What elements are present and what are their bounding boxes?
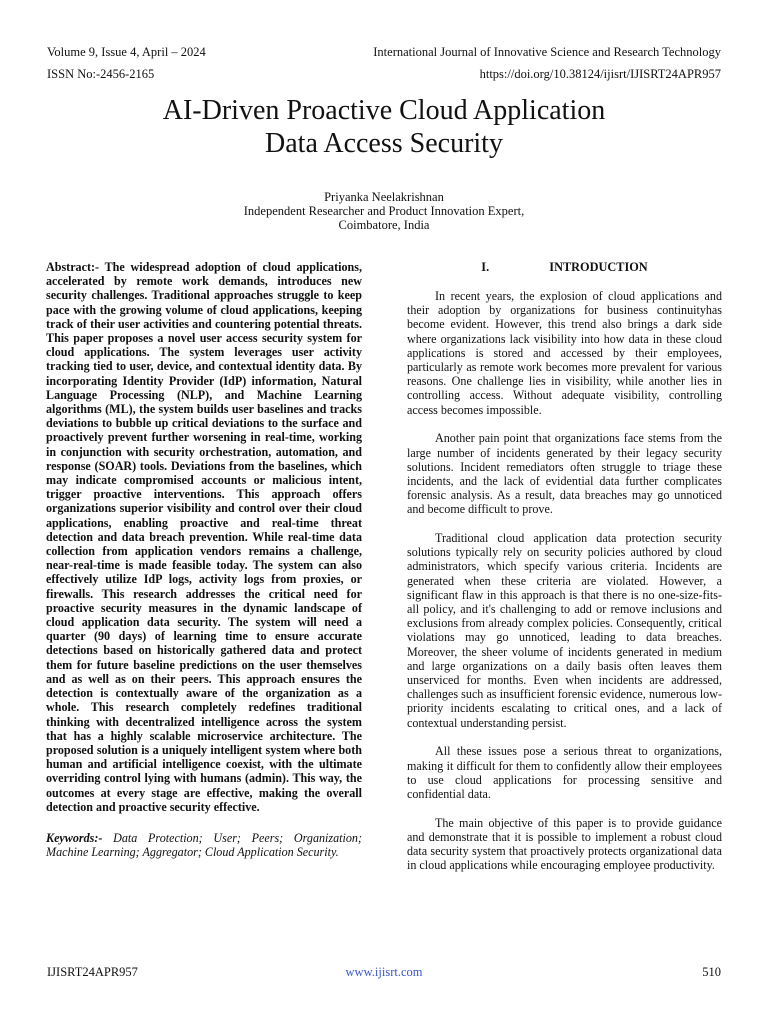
title-line-1: AI-Driven Proactive Cloud Application xyxy=(162,95,606,126)
footer-website-link[interactable]: www.ijisrt.com xyxy=(345,965,423,979)
paper-title xyxy=(0,94,768,160)
issn-number: ISSN No:-2456-2165 xyxy=(47,67,155,81)
abstract-text: Abstract:- The widespread adoption of cloud applications, accelerated by remote work demands, introduces new security challenges. Traditional approaches struggle to keep pace with the growing volume of cloud applications, keeping track of their user activities and countering potential threats. This paper proposes a novel user access security system for cloud applications. The system leverages user activity tracking tied to user, device, and contextual identity data. By incorporating Identity Provider (IdP) information, Natural Language Processing (NLP), and Machine Learning algorithms (ML), the system builds user baselines and tracks deviations to bubble up critical deviations to the surface and proactively prevent further worsening in real-time, working in conjunction with security orchestration, automation, and response (SOAR) tools. Deviations from the baselines, which may indicate compromised accounts or malicious intent, trigger proactive interventions. This approach offers organizations superior visibility and control over their cloud applications, enabling proactive and real-time threat detection and data breach prevention. While real-time data collection from application vendors remains a challenge, near-real-time is made feasible today. The system can also effectively utilize IdP logs, activity logs from proxies, or firewalls. This research addresses the critical need for proactive security measures in the dynamic landscape of cloud application data security. The system will need a quarter (90 days) of learning time to ensure accurate detections based on historically gathered data and protect them for future baseline predictions on the user themselves and as well as on their peers. This approach ensures the detection is contextually aware of the organization as a whole. This research completely redefines traditional thinking with decentralized intelligence across the system that has a highly scalable microservice architecture. The proposed solution is a uniquely intelligent system where both human and artificial intelligence coexist, with the ultimate overriding control lying with humans (admin). This way, the outcomes at every stage are effective, making the overall detection and proactive security effective. xyxy=(46,260,362,814)
author-name: Priyanka Neelakrishnan xyxy=(324,190,444,204)
keywords-label: Keywords:- xyxy=(46,830,103,845)
intro-paragraph: In recent years, the explosion of cloud applications and their adoption by organizations for business continuityhas become evident. However, this trend also brings a dark side where organizations lack visibility into how data in these cloud applications is stored and accessed by their employees, particularly as remote work becomes more prevalent for various reasons. One challenge lies in visibility, while another lies in controlling access. Without adequate visibility, controlling access becomes impossible. xyxy=(407,289,722,417)
author-block xyxy=(0,190,768,232)
intro-paragraph: The main objective of this paper is to provide guidance and demonstrate that it is possible to implement a robust cloud data security system that proactively protects organizational data in cloud applications while encouraging employee productivity. xyxy=(407,815,722,873)
page-number: 510 xyxy=(702,965,721,979)
section-title: INTRODUCTION xyxy=(549,260,648,274)
footer-paper-id: IJISRT24APR957 xyxy=(47,965,138,979)
keywords xyxy=(46,831,362,859)
volume-issue: Volume 9, Issue 4, April – 2024 xyxy=(47,45,206,59)
intro-paragraph: Traditional cloud application data protection security solutions typically rely on security policies authored by cloud administrators, which specify various criteria. Incidents are generated when these criteria are violated. However, a significant flaw in this approach is that there is no one-size-fits-all policy, and it's challenging to add or remove inclusions and exclusions from already complex policies. Consequently, critical violations may go unnoticed, leading to data breaches. Moreover, the sheer volume of incidents generated in medium and large organizations on a daily basis often leaves them unserviced for months. Even when incidents are addressed, challenges such as insufficient forensic evidence, numerous low-priority incidents escalating to critical ones, and a lack of contextual understanding persist. xyxy=(407,531,722,730)
intro-paragraph: All these issues pose a serious threat to organizations, making it difficult for them to confidently allow their employees to use cloud applications for processing sensitive and confidential data. xyxy=(407,744,722,801)
intro-paragraph: Another pain point that organizations face stems from the large number of incidents generated by their legacy security solutions. Incident remediators often struggle to triage these incidents, and the lack of evidential data further complicates forensic analysis. As a result, data breaches may go unnoticed and become difficult to prove. xyxy=(407,431,722,517)
journal-name: International Journal of Innovative Science and Research Technology xyxy=(373,45,721,59)
section-number: I. xyxy=(481,260,490,274)
author-affiliation: Independent Researcher and Product Innovation Expert, xyxy=(243,204,525,218)
right-column xyxy=(407,260,722,887)
doi-link[interactable]: https://doi.org/10.38124/ijisrt/IJISRT24APR957 xyxy=(479,67,721,81)
left-column xyxy=(46,260,362,859)
author-location: Coimbatore, India xyxy=(338,218,430,232)
section-heading xyxy=(407,260,722,274)
title-line-2: Data Access Security xyxy=(265,128,503,159)
keywords-text: Data Protection; User; Peers; Organization; Machine Learning; Aggregator; Cloud Application Security. xyxy=(46,830,362,860)
